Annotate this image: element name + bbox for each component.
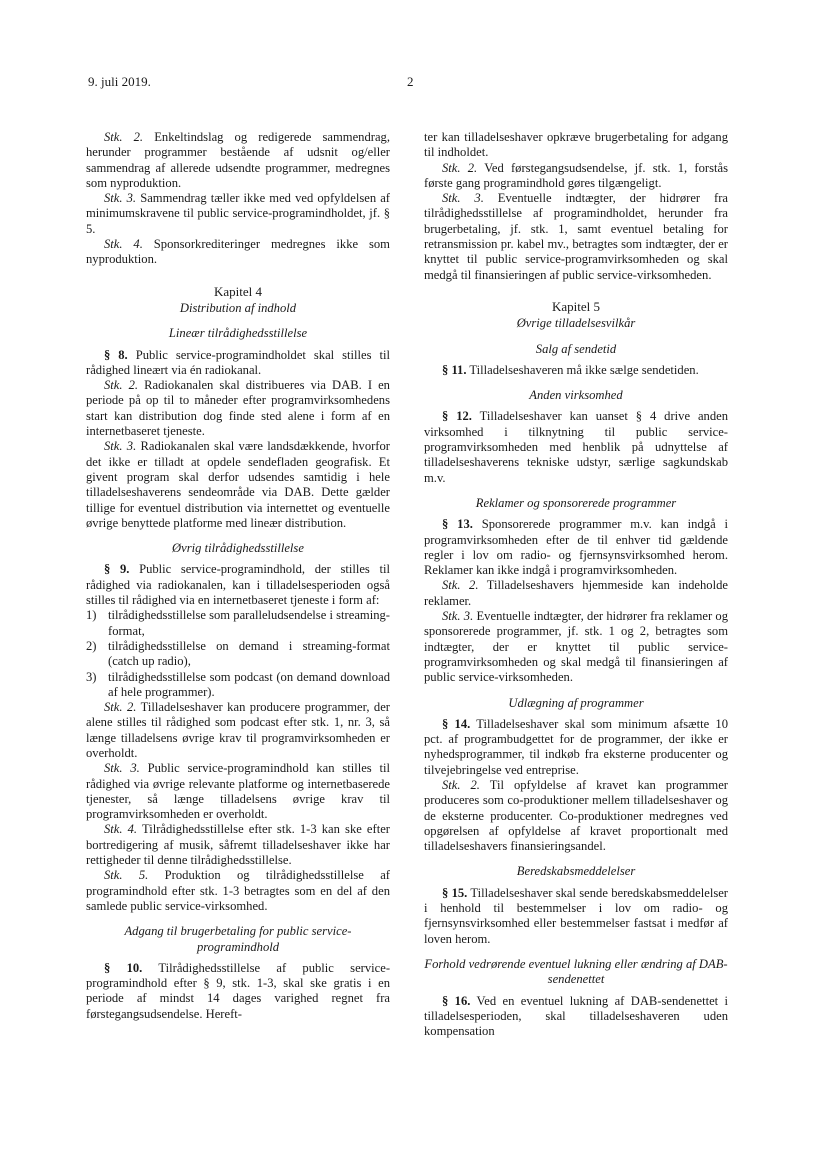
heading-adgang: Adgang til brugerbetaling for public service-programindhold [124,924,352,954]
paragraph-text: Sponsorkrediteringer medregnes ikke som nyproduktion. [86,237,390,267]
paragraph-text: Tilrådighedsstillelse efter stk. 1-3 kan ske efter bortredigering af musik, såfremt tilladelseshaver ikke har rettigheder til denne tilrådighedsstillelse. [86,822,390,868]
stk-label: Stk. 2. [104,700,137,715]
heading-linear: Lineær tilrådighedsstillelse [168,326,308,341]
section-16 [424,994,728,1040]
list-number: 2) [86,638,97,653]
section8-stk3 [86,439,390,531]
paragraph-text: Public service-programindholdet skal stilles til rådighed lineært via én radiokanal. [86,347,390,377]
heading-udlaegning: Udlægning af programmer [508,695,644,710]
chapter-5-subtitle: Øvrige tilladelsesvilkår [516,316,636,331]
section9-stk3 [86,761,390,822]
section-10 [86,961,390,1022]
stk-label: Stk. 4. [104,237,143,252]
stk-label: Stk. 3. [442,609,474,624]
paragraph-text: Enkeltindslag og redigerede sammendrag, herunder programmer bestående af udsnit og/eller sammendrag af allerede udsendte programmer, medregnes som nyproduktion. [86,130,390,190]
heading-beredskab: Beredskabsmeddelelser [516,864,636,879]
stk-label: Stk. 2. [104,378,139,393]
section-number: § 12. [442,409,472,424]
section8-stk2 [86,378,390,439]
section9-list [86,608,390,700]
paragraph-text: Eventuelle indtægter, der hidrører fra reklamer og sponsorerede programmer, jf. stk. 1 og 2, betragtes som indtægter, der er knyttet til public service-programvirksomheden og skal medgå til finansieringen af public service-virksomheden. [424,609,728,685]
section-number: § 11. [442,362,467,377]
section-number: § 16. [442,993,471,1008]
section10-continuation: ter kan tilladelseshaver opkræve brugerbetaling for adgang til indholdet. [424,130,728,160]
heading-anden: Anden virksomhed [529,388,623,403]
chapter-4-title: Kapitel 4 [213,283,262,299]
section-number: § 15. [442,885,468,900]
paragraph-text: Tilrådighedsstillelse af public service-programindhold efter § 9, stk. 1-3, skal ske gratis i en periode af mindst 14 dages varighed regnet fra førstegangsudsendelse. Hereft- [86,960,391,1021]
section13-stk2 [424,578,728,609]
paragraph-text: Sammendrag tæller ikke med ved opfyldelsen af minimumskravene til public service-programindholdet, jf. § 5. [86,191,390,236]
heading-reklamer: Reklamer og sponsorerede programmer [475,495,677,510]
paragraph-text: Tilladelseshaveren må ikke sælge sendetiden. [469,362,699,377]
section7-stk4 [86,237,390,268]
right-column [424,130,728,1039]
paragraph-text: Til opfyldelse af kravet kan programmer produceres som co-produktioner mellem tilladelseshaver og de eksterne producenter. Co-produktioner medregnes ved opgørelsen af opfyldelse af kravet proportionalt med tilladelseshavers finansieringsandel. [424,777,728,854]
list-item [86,639,390,670]
section10-stk3 [424,191,728,283]
stk-label: Stk. 3. [104,761,140,776]
page-number: 2 [407,74,414,89]
paragraph-text: Radiokanalen skal være landsdækkende, hvorfor det ikke er tilladt at opdele sendefladen geografisk. Et givent program skal derfor udsendes samtidig i hele tilladelseshaverens sendeområde via DAB. Dette gælder tillige for eventuel distribution via internettet og eventuelle øvrige benyttede platforme med lineær distribution. [86,439,390,530]
chapter-5-title: Kapitel 5 [551,298,600,314]
left-column [86,130,390,1022]
section-number: § 9. [104,562,130,577]
stk-label: Stk. 2. [442,160,478,175]
list-item [86,608,390,639]
paragraph-text: Tilladelseshaver skal sende beredskabsmeddelelser i henhold til bestemmelser i lov om radio- og fjernsynsvirksomhed eller bestemmelser fastsat i medfør af loven herom. [424,885,729,946]
stk-label: Stk. 5. [104,868,149,883]
heading-forhold: Forhold vedrørende eventuel lukning eller ændring af DAB-sendenettet [424,956,728,987]
paragraph-text: Sponsorerede programmer m.v. kan indgå i programvirksomheden efter de til enhver tid gældende regler i lov om radio- og fjernsynsvirksomhed herom. Reklamer kan ikke indgå i programvirksomheden. [424,517,729,578]
section9-stk2 [86,700,390,761]
section10-stk2 [424,161,728,192]
section-8 [86,348,390,379]
section-14 [424,717,728,778]
section-11 [424,363,728,378]
heading-salg: Salg af sendetid [535,341,617,356]
section-number: § 13. [442,517,473,532]
paragraph-text: Tilladelseshaver skal som minimum afsætte 10 pct. af programbudgettet for de programmer, der ikke er nyhedsprogrammer, til indkøb fra eksterne producenter og tilvejebringelse ved entreprise. [424,716,728,777]
list-text: tilrådighedsstillelse som podcast (on demand download af hele programmer). [108,669,390,699]
list-number: 1) [86,608,97,623]
heading-ovrig: Øvrig tilrådighedsstillelse [172,541,304,556]
stk-label: Stk. 3. [104,191,137,206]
section7-stk3 [86,191,390,237]
stk-label: Stk. 2. [442,578,479,593]
section14-stk2 [424,778,728,854]
section9-stk5 [86,868,390,914]
section-number: § 10. [104,960,143,975]
stk-label: Stk. 4. [104,822,138,837]
section7-stk2 [86,130,390,191]
list-number: 3) [86,669,97,684]
paragraph-text: Ved en eventuel lukning af DAB-sendenettet i tilladelsesperioden, skal tilladelseshaveren uden kompensation [424,993,729,1039]
paragraph-text: Eventuelle indtægter, der hidrører fra tilrådighedsstillelse af programindholdet, herunder fra brugerbetaling, jf. stk. 1, samt eventuel betaling for retransmission pr. kabel mv., betragtes som indtægter, der er knyttet til public service-programvirksomheden og skal medgå til finansieringen af public service-virksomheden. [424,191,728,282]
paragraph-text: Produktion og tilrådighedsstillelse af programindhold efter stk. 1-3 betragtes som en del af den samlede public service-virksomhed. [86,868,390,913]
section-number: § 8. [104,347,128,362]
section13-stk3 [424,609,728,685]
section-12 [424,409,728,485]
paragraph-text: Radiokanalen skal distribueres via DAB. I en periode på op til to måneder efter programvirksomhedens start kan distribution dog finde sted alene i form af en internetbaseret tjeneste. [86,378,390,439]
stk-label: Stk. 2. [104,130,144,144]
list-item [86,670,390,701]
stk-label: Stk. 2. [442,777,480,792]
section-9 [86,562,390,608]
paragraph-text: Public service-programindhold, der stilles til rådighed via radiokanalen, kan i tilladelsesperioden også stilles til rådighed via en internetbaseret tjeneste i form af: [86,562,390,608]
paragraph-text: Tilladelseshavers hjemmeside kan indeholde reklamer. [424,578,728,608]
section-number: § 14. [442,716,471,731]
list-text: tilrådighedsstillelse on demand i streaming-format (catch up radio), [108,638,390,669]
paragraph-text: Tilladelseshaver kan uanset § 4 drive anden virksomhed i tilknytning til public service-programvirksomheden med henblik på udnyttelse af tilladelseshaverens tekniske udstyr, særlige sagkundskab m.v. [424,409,729,485]
section9-stk4 [86,822,390,868]
paragraph-text: Ved førstegangsudsendelse, jf. stk. 1, forstås første gang programindhold gøres tilgængeligt. [424,160,728,190]
header-date: 9. juli 2019. [88,74,151,89]
stk-label: Stk. 3. [442,191,484,206]
stk-label: Stk. 3. [104,439,137,454]
section-13 [424,517,728,578]
chapter-4-subtitle: Distribution af indhold [179,300,297,315]
paragraph-text: Public service-programindhold kan stilles til rådighed via øvrige relevante platforme og internetbaserede tjenester, så længe tilladelsens øvrige krav til programvirksomheden er overholdt. [86,761,390,822]
section-15 [424,886,728,947]
list-text: tilrådighedsstillelse som paralleludsendelse i streaming-format, [108,608,390,638]
paragraph-text: Tilladelseshaver kan producere programmer, der alene stilles til rådighed som podcast efter stk. 1, nr. 3, så længe tilladelsens øvrige krav til programvirksomheden er overholdt. [86,700,391,760]
